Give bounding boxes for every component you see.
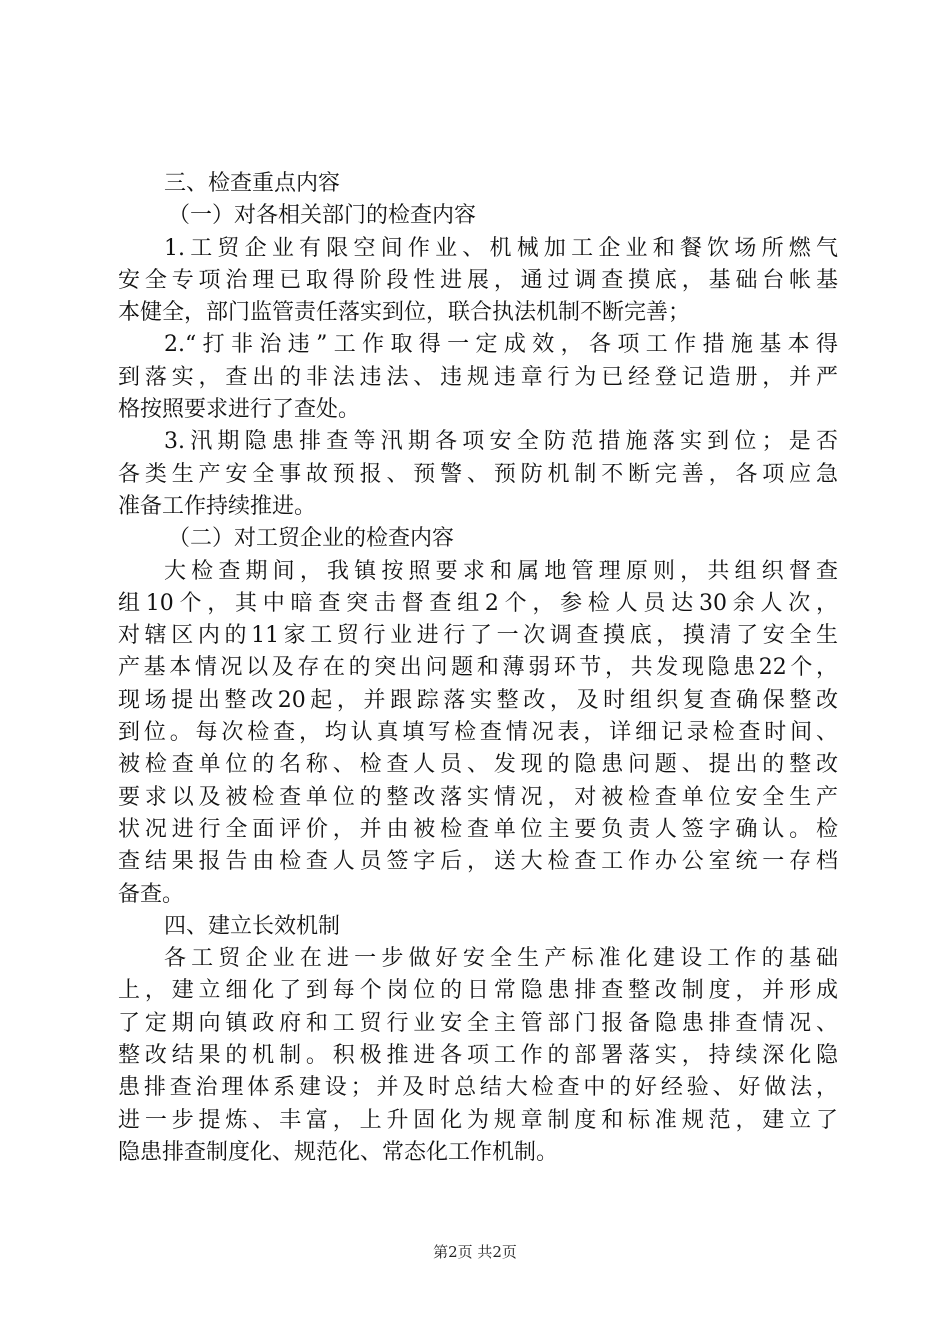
page-footer: 第2页 共2页 — [433, 1243, 517, 1261]
text-line: 隐患排查制度化、规范化、常态化工作机制。 — [118, 1139, 559, 1165]
text-line: 现场提出整改20起，并跟踪落实整改，及时组织复查确保整改 — [118, 687, 838, 713]
text-line: 3.汛期隐患排查等汛期各项安全防范措施落实到位；是否 — [164, 429, 838, 455]
text-line: 格按照要求进行了查处。 — [118, 397, 361, 423]
text-line: 本健全，部门监管责任落实到位，联合执法机制不断完善； — [118, 300, 691, 326]
text-line: 患排查治理体系建设；并及时总结大检查中的好经验、好做法， — [118, 1075, 838, 1101]
text-line: 各类生产安全事故预报、预警、预防机制不断完善，各项应急 — [118, 461, 838, 487]
text-line: 备查。 — [118, 881, 185, 907]
text-line: 1.工贸企业有限空间作业、机械加工企业和餐饮场所燃气 — [164, 235, 838, 261]
text-line: 三、检查重点内容 — [164, 171, 341, 196]
text-line: 对辖区内的11家工贸行业进行了一次调查摸底，摸清了安全生 — [118, 623, 838, 649]
text-line: 到位。每次检查，均认真填写检查情况表，详细记录检查时间、 — [118, 720, 838, 746]
text-line: 组10个，其中暗查突击督查组2个，参检人员达30余人次， — [118, 590, 838, 616]
text-line: 各工贸企业在进一步做好安全生产标准化建设工作的基础 — [164, 946, 838, 972]
text-line: 四、建立长效机制 — [164, 913, 341, 939]
text-line: 产基本情况以及存在的突出问题和薄弱环节，共发现隐患22个， — [118, 655, 838, 681]
text-line: 安全专项治理已取得阶段性进展，通过调查摸底，基础台帐基 — [118, 267, 838, 293]
text-line: 被检查单位的名称、检查人员、发现的隐患问题、提出的整改 — [118, 752, 838, 778]
text-line: 准备工作持续推进。 — [118, 493, 317, 519]
text-line: 状况进行全面评价，并由被检查单位主要负责人签字确认。检 — [118, 816, 838, 842]
text-line: 进一步提炼、丰富，上升固化为规章制度和标准规范，建立了 — [118, 1107, 838, 1133]
text-line: 到落实，查出的非法违法、违规违章行为已经登记造册，并严 — [118, 364, 838, 390]
text-line: 上，建立细化了到每个岗位的日常隐患排查整改制度，并形成 — [118, 978, 838, 1004]
text-line: 大检查期间，我镇按照要求和属地管理原则，共组织督查 — [164, 558, 838, 584]
text-line: 要求以及被检查单位的整改落实情况，对被检查单位安全生产 — [118, 784, 838, 810]
text-line: （一）对各相关部门的检查内容 — [168, 203, 477, 229]
text-line: （二）对工贸企业的检查内容 — [168, 526, 455, 552]
text-line: 查结果报告由检查人员签字后，送大检查工作办公室统一存档 — [118, 849, 838, 875]
text-line: 2.“打非治违”工作取得一定成效，各项工作措施基本得 — [164, 332, 838, 358]
text-line: 整改结果的机制。积极推进各项工作的部署落实，持续深化隐 — [118, 1043, 838, 1069]
document-body — [118, 168, 838, 1169]
text-line: 了定期向镇政府和工贸行业安全主管部门报备隐患排查情况、 — [118, 1010, 838, 1036]
